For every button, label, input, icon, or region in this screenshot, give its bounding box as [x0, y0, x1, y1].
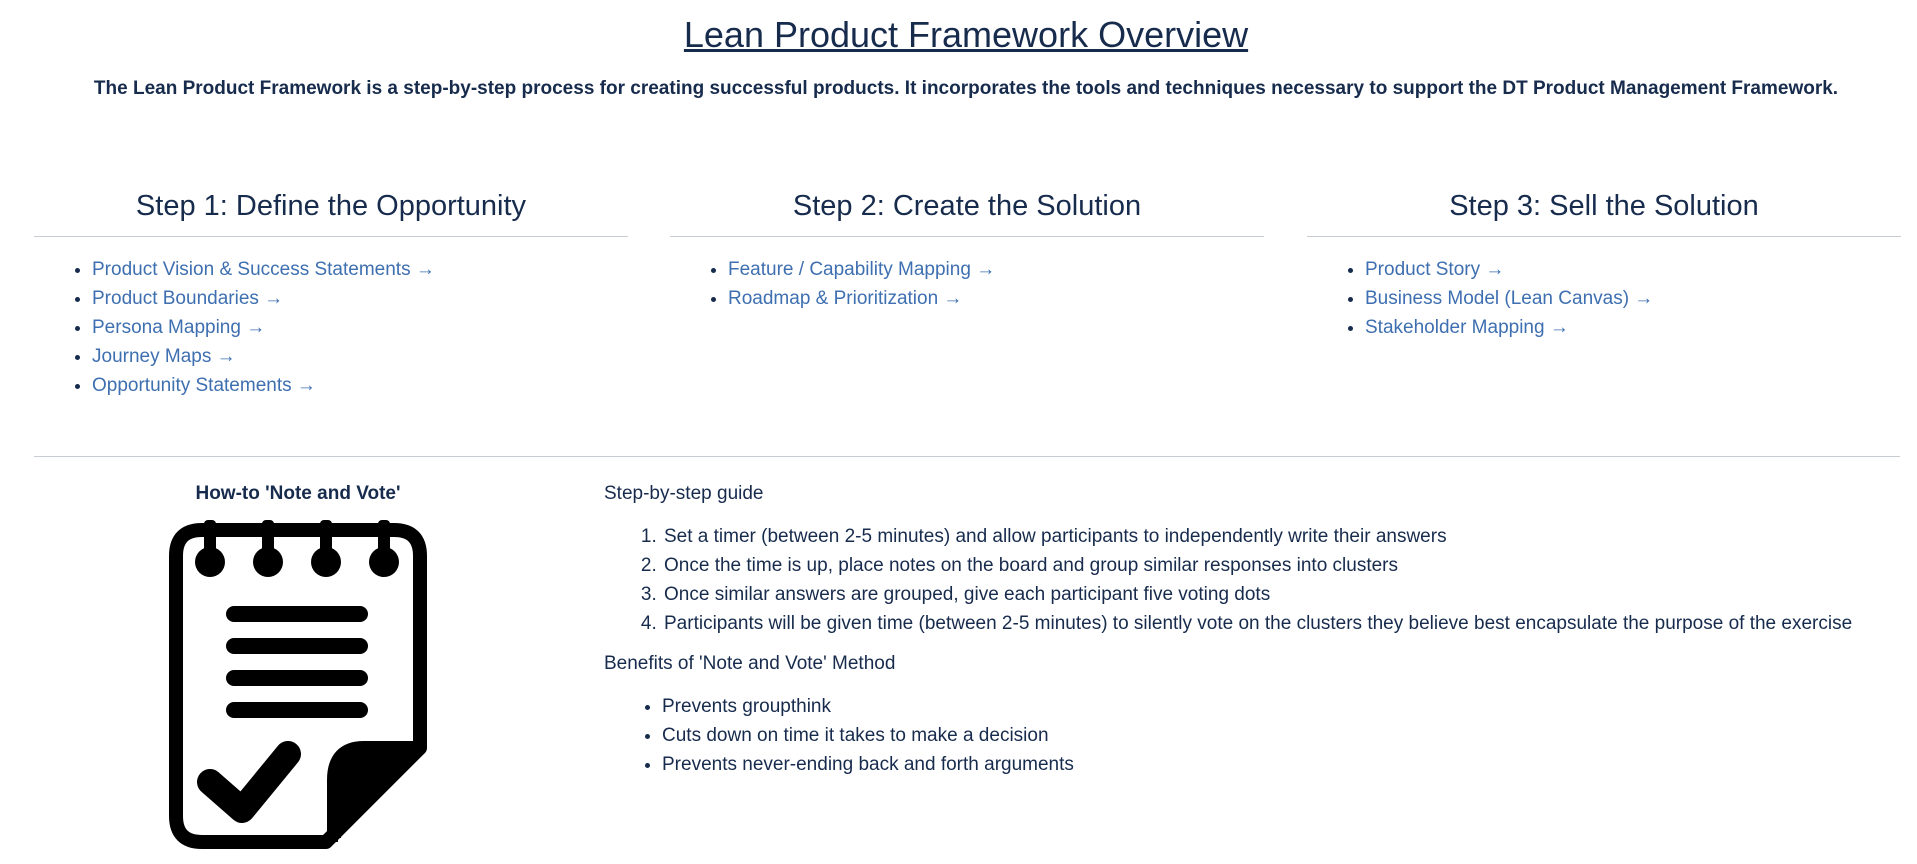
list-item [1365, 284, 1901, 313]
guide-step: 2. Once the time is up, place notes on the board and group similar responses into clusters [662, 551, 1904, 580]
journey-maps-link[interactable]: Journey Maps → [92, 346, 236, 367]
guide-step: 3. Once similar answers are grouped, give each participant five voting dots [662, 580, 1904, 609]
step-1-link-list [34, 255, 628, 400]
list-item [1365, 313, 1901, 342]
step-3-heading: Step 3: Sell the Solution [1307, 186, 1901, 237]
product-story-link[interactable]: Product Story → [1365, 259, 1505, 280]
product-vision-link[interactable]: Product Vision & Success Statements → [92, 259, 435, 280]
guide-step: 4. Participants will be given time (between 2-5 minutes) to silently vote on the clusters they believe best encapsulate the purpose of the exercise [662, 609, 1904, 638]
guide-step: 1. Set a timer (between 2-5 minutes) and allow participants to independently write their answers [662, 522, 1904, 551]
list-item [92, 255, 628, 284]
stakeholder-mapping-link[interactable]: Stakeholder Mapping → [1365, 317, 1569, 338]
list-item [728, 255, 1264, 284]
step-3-column [1307, 186, 1901, 342]
opportunity-statements-link[interactable]: Opportunity Statements → [92, 375, 316, 396]
howto-title: How-to 'Note and Vote' [195, 483, 401, 504]
business-model-link[interactable]: Business Model (Lean Canvas) → [1365, 288, 1654, 309]
benefit-item: • Cuts down on time it takes to make a decision [662, 721, 1904, 750]
persona-mapping-link[interactable]: Persona Mapping → [92, 317, 266, 338]
step-3-link-list [1307, 255, 1901, 342]
note-and-vote-guide [604, 480, 1904, 779]
benefit-item: • Prevents groupthink [662, 692, 1904, 721]
list-item [1365, 255, 1901, 284]
step-2-heading: Step 2: Create the Solution [670, 186, 1264, 237]
page-title: Lean Product Framework Overview [683, 14, 1249, 55]
notepad-checkmark-icon [166, 520, 430, 852]
list-item [92, 342, 628, 371]
step-1-column [34, 186, 628, 400]
section-divider [34, 456, 1900, 457]
intro-text: The Lean Product Framework is a step-by-step process for creating successful products. It incorporates the tools and techniques necessary to support the DT Product Management Framework. [93, 78, 1839, 99]
step-1-heading: Step 1: Define the Opportunity [34, 186, 628, 237]
step-2-link-list [670, 255, 1264, 313]
step-2-column [670, 186, 1264, 313]
guide-steps-list [604, 522, 1904, 638]
feature-capability-mapping-link[interactable]: Feature / Capability Mapping → [728, 259, 996, 280]
list-item [92, 284, 628, 313]
benefits-list [604, 692, 1904, 779]
guide-heading: Step-by-step guide [604, 483, 764, 504]
product-boundaries-link[interactable]: Product Boundaries → [92, 288, 284, 309]
benefit-item: • Prevents never-ending back and forth arguments [662, 750, 1904, 779]
roadmap-prioritization-link[interactable]: Roadmap & Prioritization → [728, 288, 963, 309]
benefits-heading: Benefits of 'Note and Vote' Method [604, 653, 896, 674]
list-item [92, 371, 628, 400]
list-item [92, 313, 628, 342]
list-item [728, 284, 1264, 313]
